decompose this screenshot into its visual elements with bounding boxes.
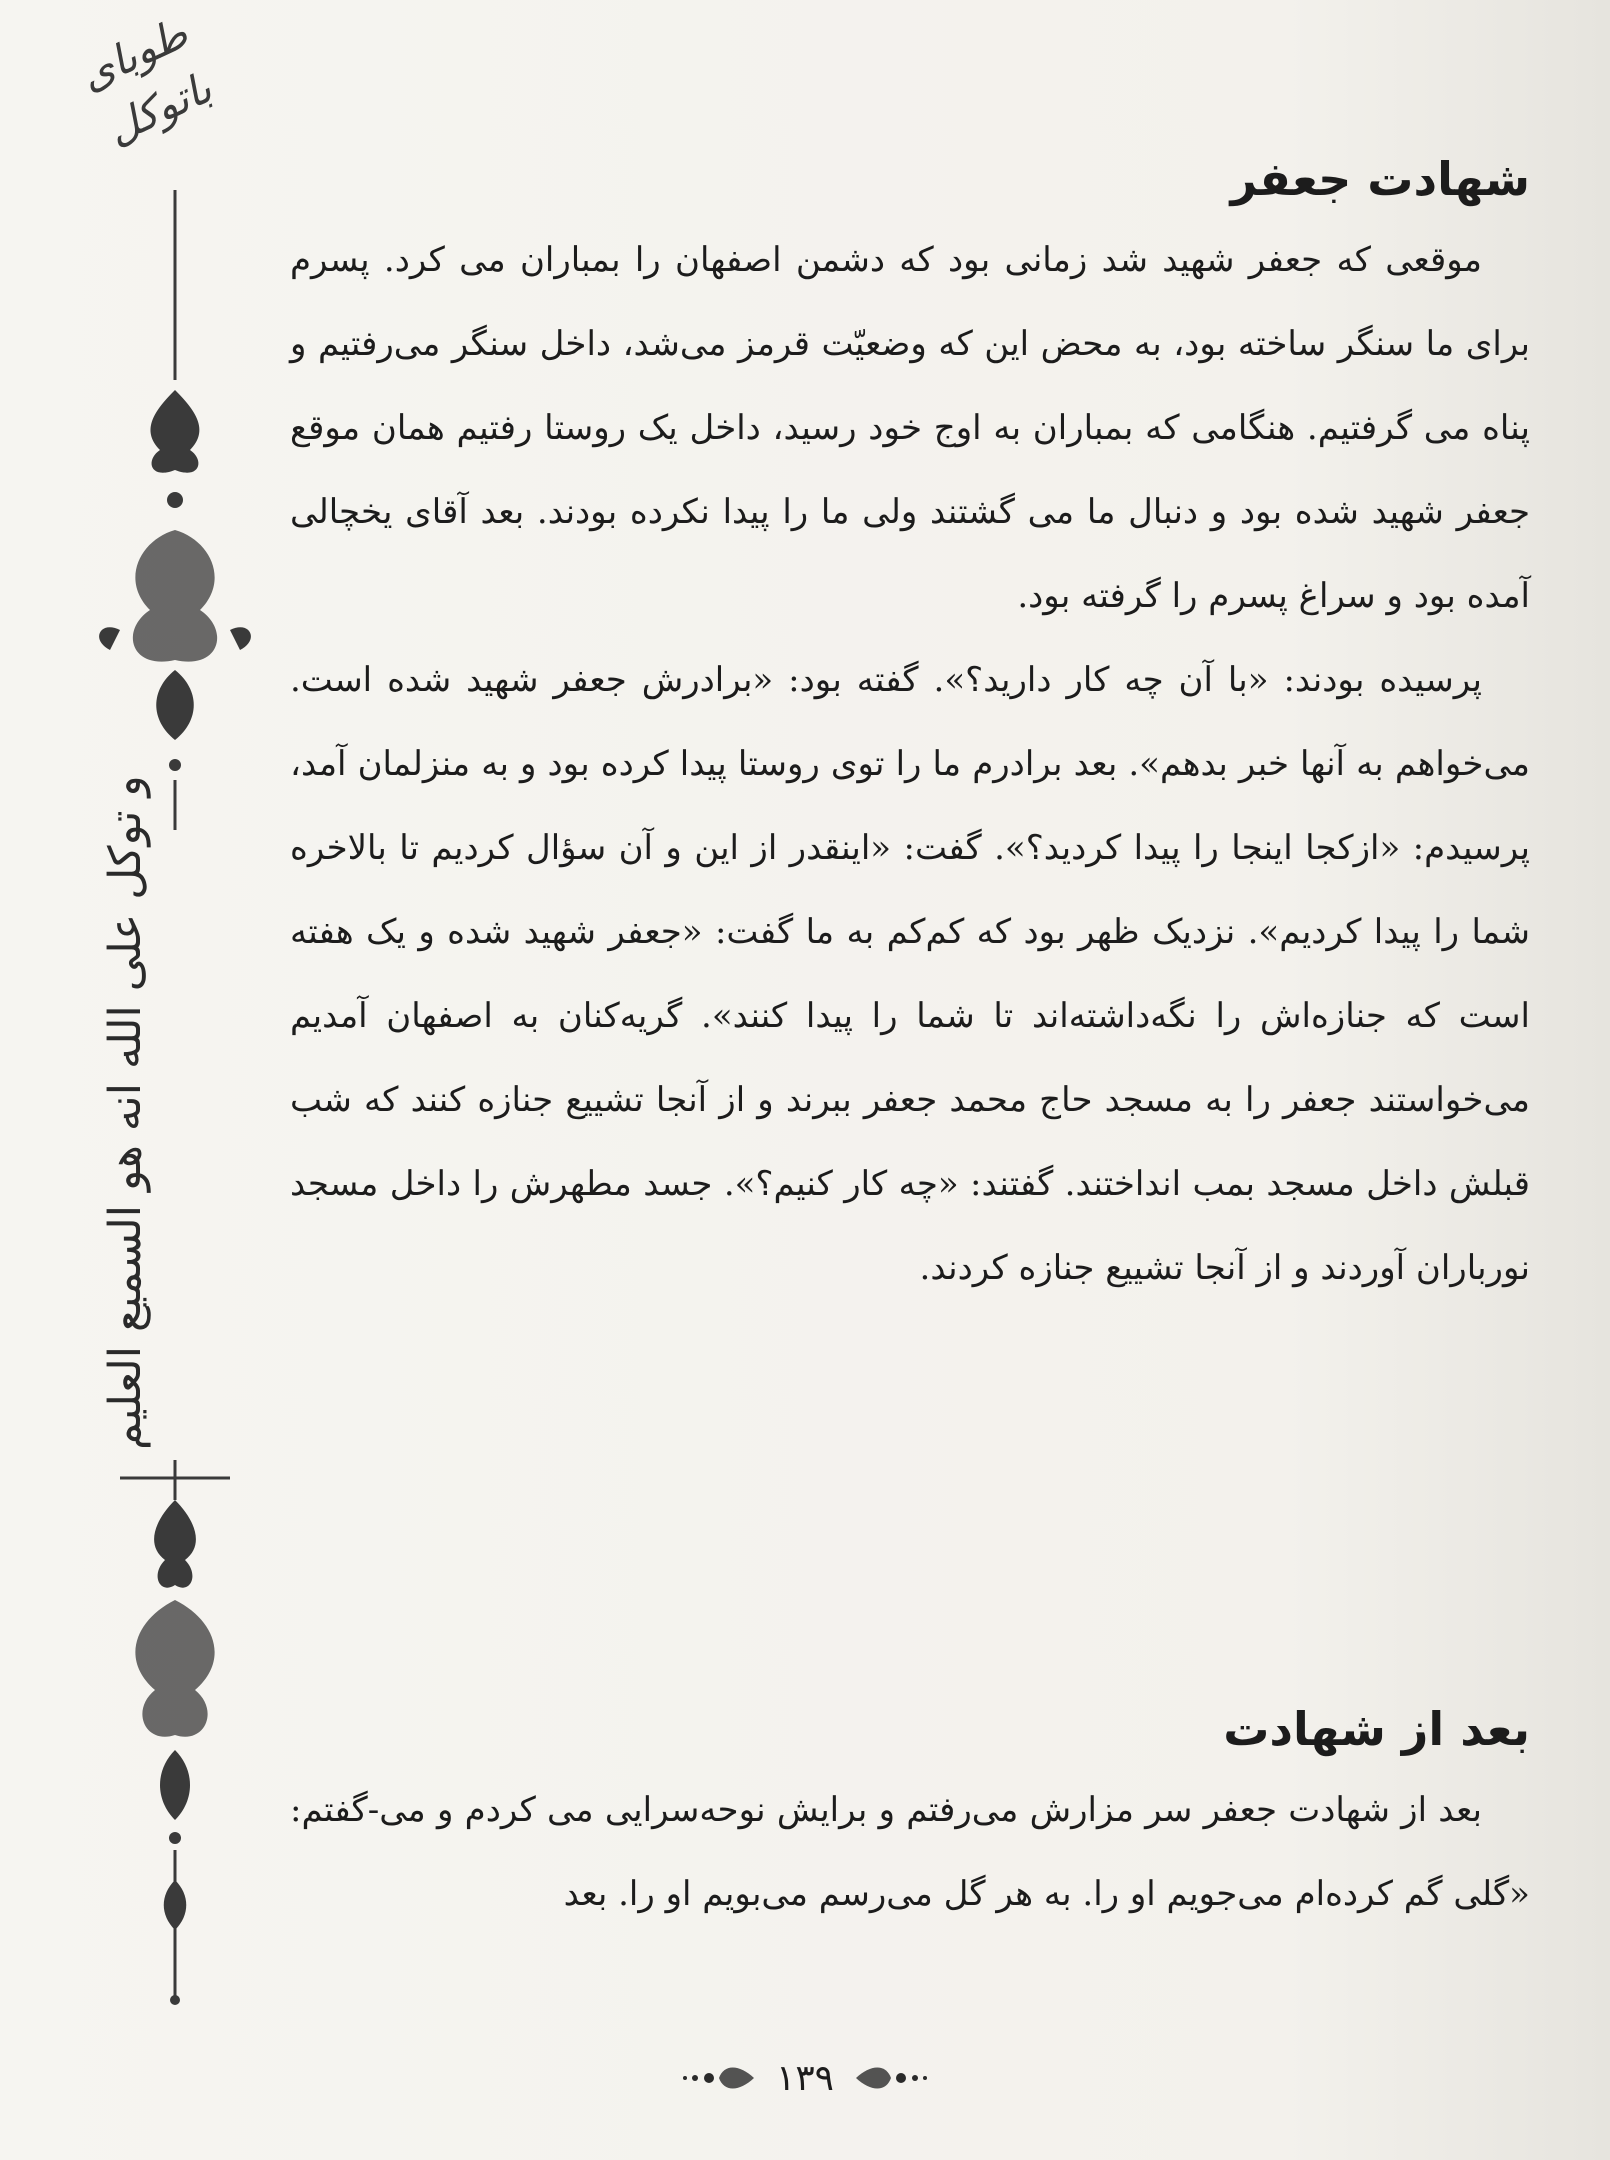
calligraphy-title: طوبای باتوکل <box>72 8 220 154</box>
section-heading: بعد از شهادت <box>1223 1702 1530 1756</box>
page-number: ۱۳۹ <box>775 2057 834 2099</box>
paragraph: بعد از شهادت جعفر سر مزارش می‌رفتم و برایش نوحه‌سرایی می کردم و می-گفتم: «گلی گم کرده‌ام می‌جویم او را. به هر گل می‌رسم می‌بویم او را. بعد <box>290 1790 1530 1914</box>
section-shahadat-jafar <box>290 140 1530 1310</box>
paragraph: موقعی که جعفر شهید شد زمانی بود که دشمن اصفهان را بمباران می کرد. پسرم برای ما سنگر ساخته بود، به محض این که وضعیّت قرمز می‌شد، داخل سنگر می‌رفتیم و پناه می گرفتیم. هنگامی که بمباران به اوج خود رسید، داخل یک روستا رفتیم همان موقع جعفر شهید شده بود و دنبال ما می گشتند ولی ما را پیدا نکرده بودند. بعد آقای یخچالی آمده بود و سراغ پسرم را گرفته بود. <box>290 240 1530 616</box>
paragraph: پرسیده بودند: «با آن چه کار دارید؟». گفته بود: «برادرش جعفر شهید شده است. می‌خواهم به آنها خبر بدهم». بعد برادرم ما را توی روستا پیدا کرده بود و به منزلمان آمد، پرسیدم: «ازکجا اینجا را پیدا کردید؟». گفت: «اینقدر از این و آن سؤال کردیم تا بالاخره شما را پیدا کردیم». نزدیک ظهر بود که کم‌کم به ما گفت: «جعفر شهید شده و یک هفته است که جنازه‌اش را نگه‌داشته‌اند تا شما را پیدا کنند». گریه‌کنان به اصفهان آمدیم می‌خواستند جعفر را به مسجد حاج محمد جعفر ببرند و از آنجا تشییع جنازه کنند که شب قبلش داخل مسجد بمب انداختند. گفتند: «چه کار کنیم؟». جسد مطهرش را داخل مسجد نورباران آوردند و از آنجا تشییع جنازه کردند. <box>290 660 1530 1288</box>
ornament-left-icon <box>679 2060 759 2096</box>
section-heading: شهادت جعفر <box>1230 152 1530 206</box>
page-number-block <box>0 2055 1610 2099</box>
section-bad-az-shahadat <box>290 1690 1530 1936</box>
vertical-verse: و توکل علی الله انه هو السمیع العلیم <box>100 775 151 1450</box>
ornament-right-icon <box>851 2060 931 2096</box>
